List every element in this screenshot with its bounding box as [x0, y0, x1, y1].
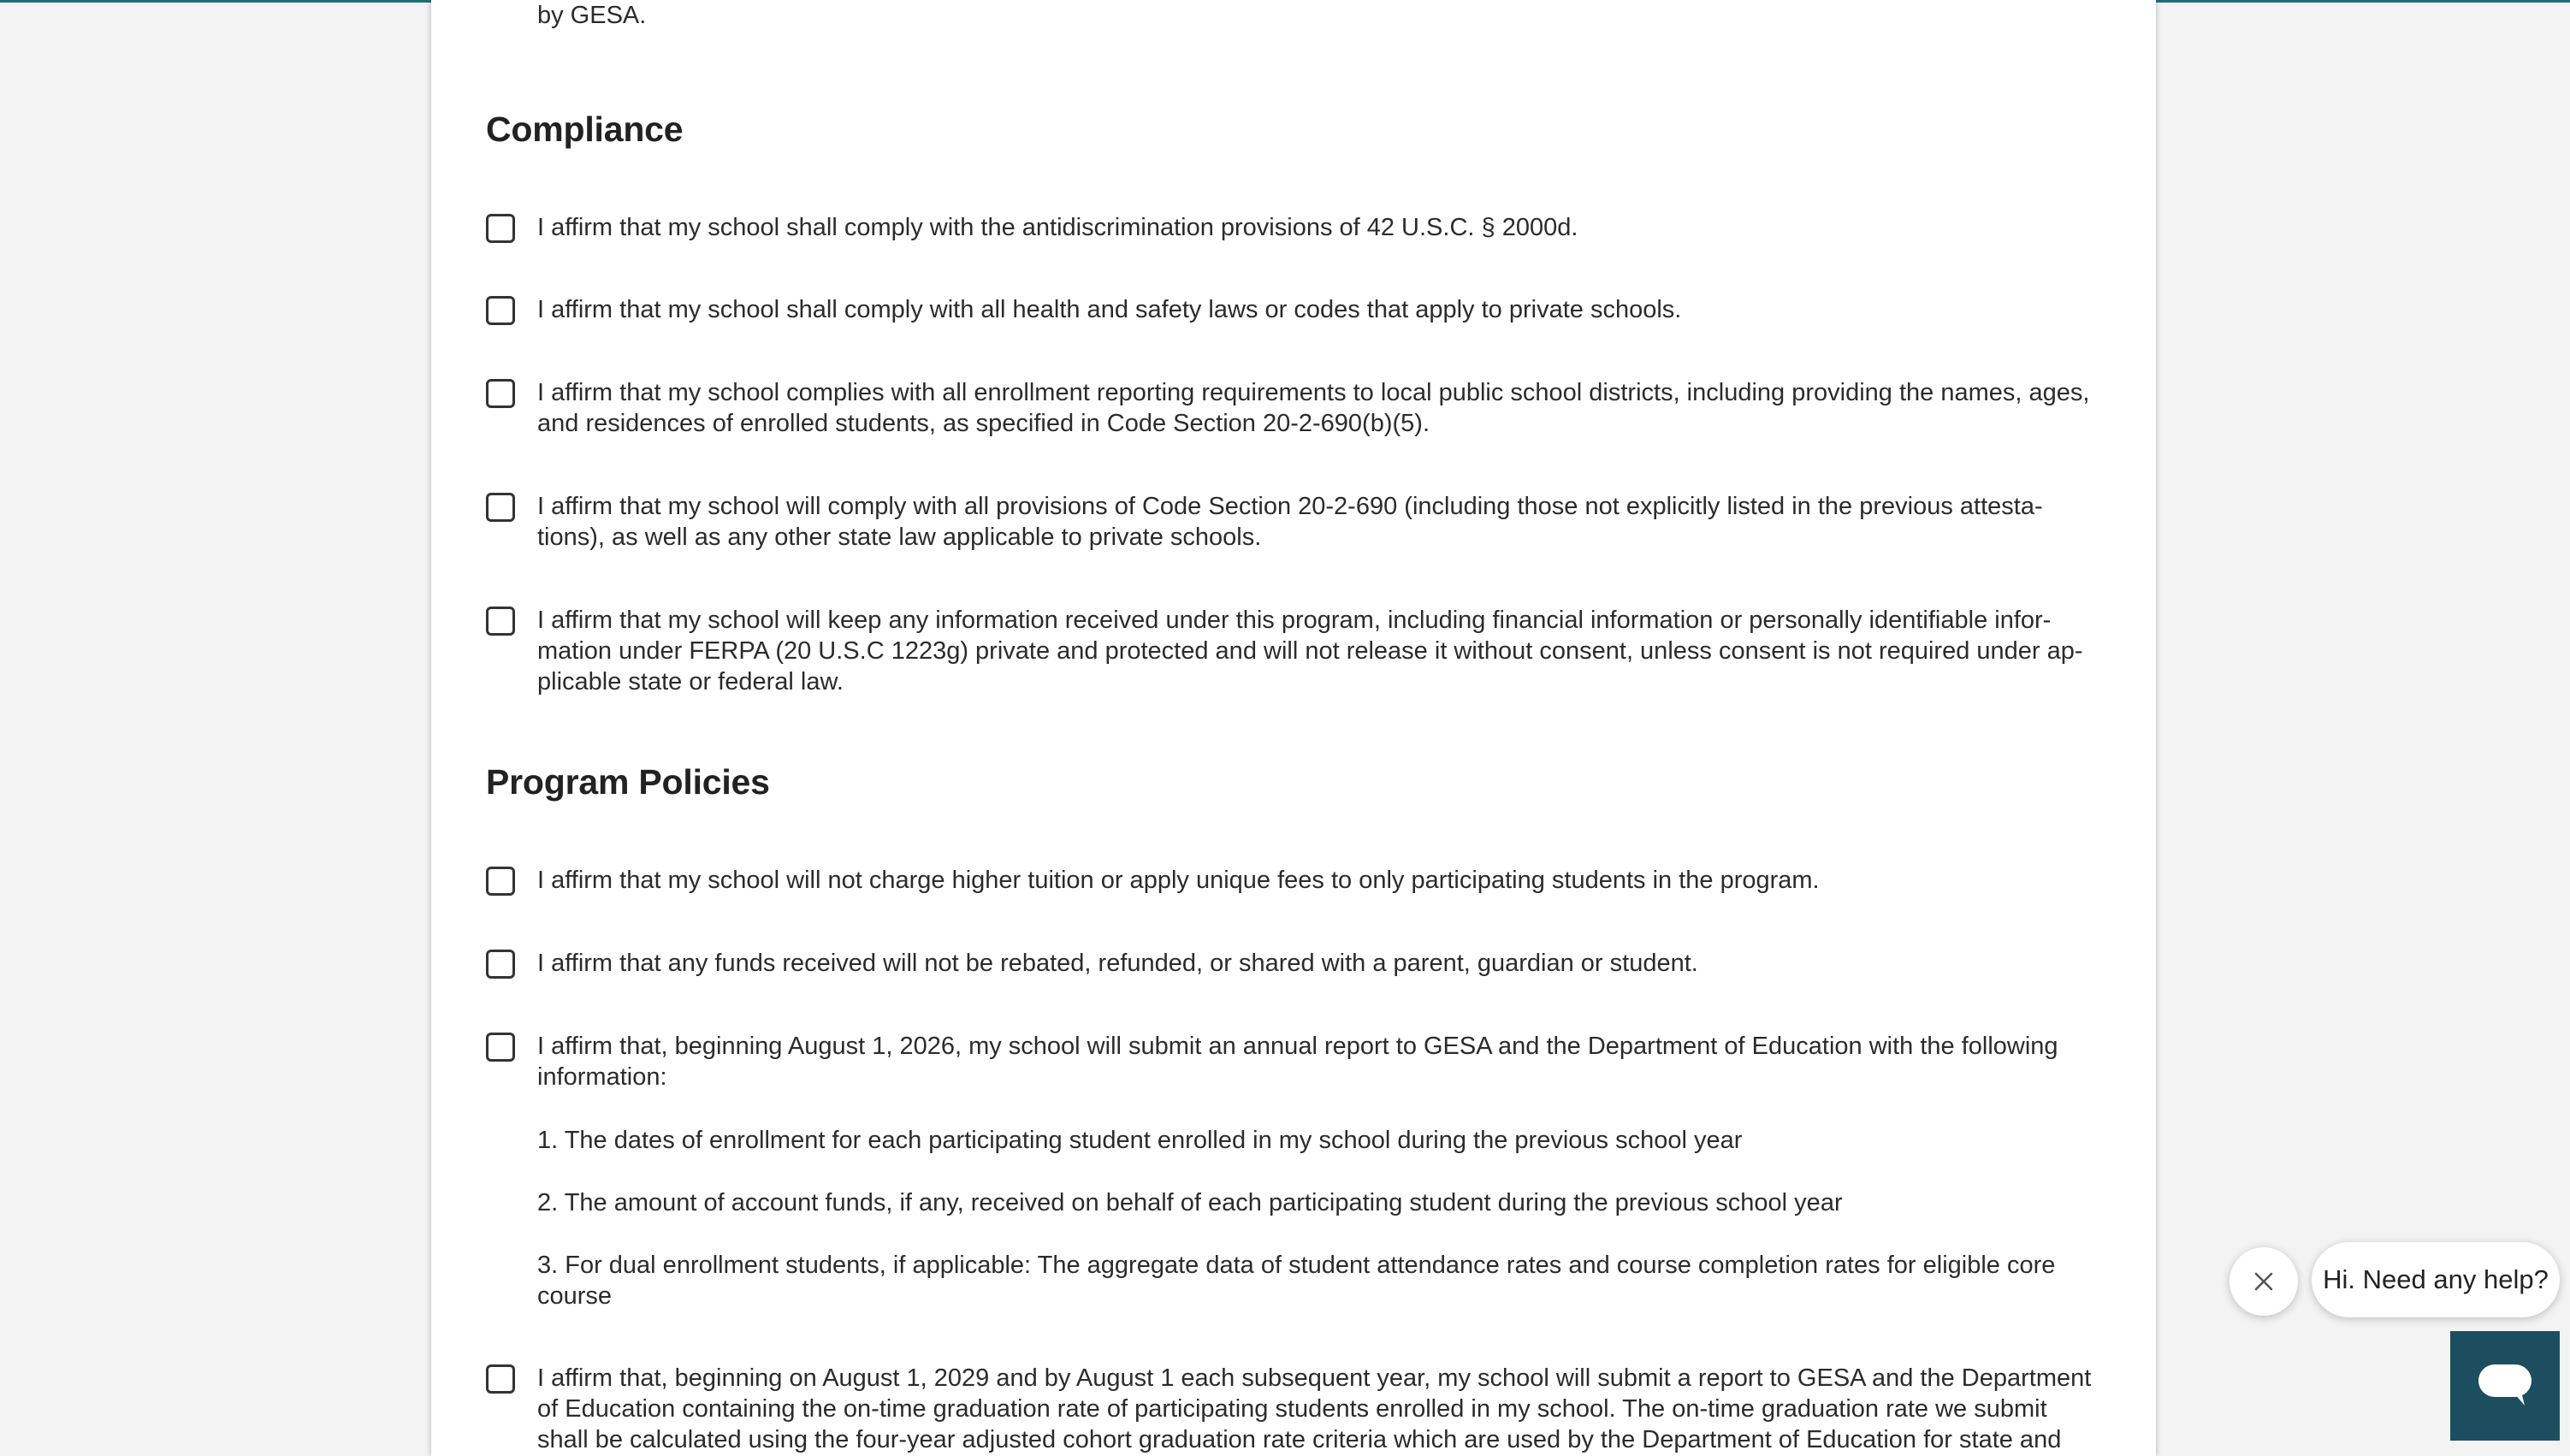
checkbox[interactable] [486, 1364, 515, 1394]
checkbox[interactable] [486, 379, 515, 408]
compliance-item [486, 605, 2103, 697]
checkbox-label: I affirm that, beginning August 1, 2026, my school will submit an annual report to GESA and the Department of Education with the following information: [537, 1033, 2058, 1091]
checkbox-label: I affirm that my school will keep any information received under this program, including financial information or personally identifiable infor- mation under FERPA (20 U.S.C 1223g) private and protected and will not release it without consent, unless consent is not required under ap- plicable state or federal law. [537, 607, 2083, 695]
policy-item [486, 865, 2103, 896]
chat-greeting-text: Hi. Need any help? [2323, 1264, 2549, 1294]
checkbox-label: I affirm that my school shall comply with all health and safety laws or codes that apply to private schools. [537, 296, 1682, 323]
previous-section-text [537, 0, 2120, 31]
compliance-heading: Compliance [486, 109, 684, 149]
report-list-item: 3. For dual enrollment students, if applicable: The aggregate data of student attendance rates and course completion rates for eligible core course [537, 1252, 2056, 1310]
checkbox-label: I affirm that my school shall comply with the antidiscrimination provisions of 42 U.S.C. § 2000d. [537, 214, 1578, 241]
program-policies-heading: Program Policies [486, 762, 770, 802]
compliance-item [486, 212, 2103, 243]
report-list [537, 1125, 2103, 1156]
report-list [537, 1250, 2103, 1311]
chat-dismiss-button[interactable] [2230, 1247, 2298, 1316]
policy-item [486, 1363, 2103, 1455]
checkbox-label: I affirm that my school complies with all enrollment reporting requirements to local public school districts, including providing the names, ages, and residences of enrolled students, as specified in Code Section 20-2-690(b)(5). [537, 379, 2090, 437]
checkbox[interactable] [486, 607, 515, 636]
report-list-item: 1. The dates of enrollment for each participating student enrolled in my school during the previous school year [537, 1127, 1743, 1154]
checkbox-label: I affirm that my school will comply with all provisions of Code Section 20-2-690 (including those not explicitly listed in the previous attesta- tions), as well as any other state law applicable to private schools. [537, 493, 2043, 551]
chat-icon [2477, 1361, 2533, 1411]
checkbox-label: I affirm that, beginning on August 1, 2029 and by August 1 each subsequent year, my school will submit a report to GESA and the Department of Education containing the on-time graduation rate of participating students enrolled in my school. The on-time graduation rate we submit shall be calculated using the four-year adjusted cohort graduation rate criteria which are used by the Department of Education for state and [537, 1364, 2092, 1453]
policy-item [486, 948, 2103, 979]
checkbox[interactable] [486, 950, 515, 979]
checkbox[interactable] [486, 867, 515, 896]
checkbox-label: I affirm that any funds received will not be rebated, refunded, or shared with a parent, guardian or student. [537, 950, 1698, 977]
chat-launcher-button[interactable] [2450, 1331, 2560, 1441]
checkbox[interactable] [486, 1033, 515, 1062]
close-icon [2253, 1270, 2275, 1293]
checkbox[interactable] [486, 214, 515, 243]
previous-section-line-end: by GESA. [537, 2, 647, 29]
compliance-item [486, 377, 2103, 439]
policy-item [486, 1031, 2103, 1092]
attestation-form-page [431, 0, 2156, 1456]
chat-greeting-bubble[interactable] [2312, 1242, 2560, 1317]
checkbox[interactable] [486, 296, 515, 325]
compliance-item [486, 294, 2103, 325]
compliance-item [486, 491, 2103, 553]
report-list [537, 1187, 2103, 1218]
checkbox-label: I affirm that my school will not charge higher tuition or apply unique fees to only participating students in the program. [537, 867, 1820, 894]
checkbox[interactable] [486, 493, 515, 522]
report-list-item: 2. The amount of account funds, if any, received on behalf of each participating student during the previous school year [537, 1189, 1843, 1216]
